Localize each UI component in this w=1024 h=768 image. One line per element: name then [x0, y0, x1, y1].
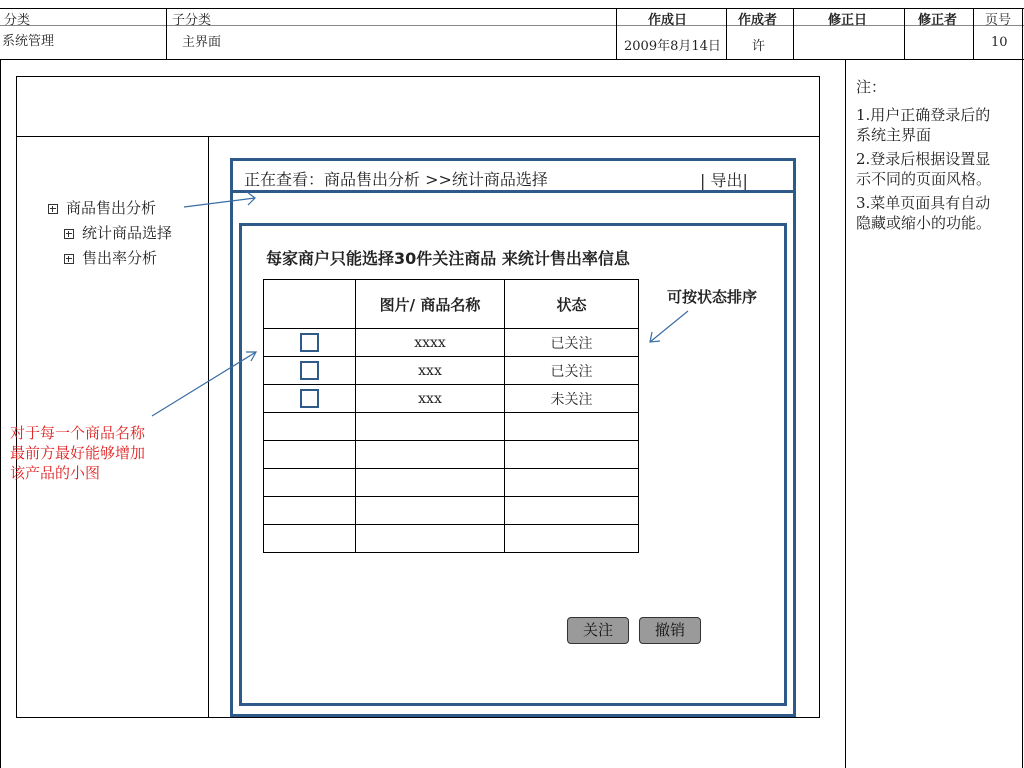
- table-cell-status: 已关注: [505, 357, 639, 385]
- table-row: [264, 329, 639, 357]
- table-cell-name: [356, 525, 505, 553]
- table-cell-name: [356, 497, 505, 525]
- modifier-label: 修正者: [918, 13, 958, 28]
- page-label: 页号: [985, 13, 1012, 28]
- note-line: 隐藏或缩小的功能。: [856, 214, 992, 232]
- table-cell-status: [505, 525, 639, 553]
- author-value: 许: [752, 39, 766, 54]
- sidebar-item-label: 售出率分析: [82, 249, 158, 267]
- table-row: [264, 385, 639, 413]
- expand-icon[interactable]: [48, 204, 58, 214]
- note-line: 1.用户正确登录后的: [856, 106, 991, 124]
- table-cell-select: [264, 469, 356, 497]
- expand-icon[interactable]: [64, 229, 74, 239]
- sidebar-item-label: 统计商品选择: [82, 224, 173, 242]
- table-cell-name: xxx: [356, 385, 505, 413]
- table-cell-select: [264, 497, 356, 525]
- created-date-value: 2009年8月14日: [624, 39, 721, 54]
- selection-instruction: 每家商户只能选择30件关注商品 来统计售出率信息: [266, 249, 630, 268]
- table-cell-status: 已关注: [505, 329, 639, 357]
- mockup-header-divider: [16, 136, 820, 137]
- row-checkbox[interactable]: [300, 361, 319, 380]
- subcategory-label: 子分类: [172, 13, 212, 28]
- table-cell-select: [264, 441, 356, 469]
- notes-panel: [856, 77, 1016, 233]
- table-row: [264, 357, 639, 385]
- export-link[interactable]: | 导出|: [700, 171, 748, 190]
- page-right-border: [1022, 59, 1023, 768]
- table-cell-select: [264, 525, 356, 553]
- table-cell-select: [264, 357, 356, 385]
- table-cell-status: [505, 441, 639, 469]
- expand-icon[interactable]: [64, 254, 74, 264]
- table-cell-name: xxx: [356, 357, 505, 385]
- row-checkbox[interactable]: [300, 389, 319, 408]
- table-cell-status: [505, 469, 639, 497]
- table-cell-name: [356, 469, 505, 497]
- note-item: [856, 105, 1016, 145]
- notes-divider: [845, 59, 846, 768]
- column-header-status[interactable]: 状态: [505, 280, 639, 329]
- category-label: 分类: [4, 13, 31, 28]
- sidebar-item-sell-rate-analysis[interactable]: [64, 247, 157, 268]
- notes-title: 注：: [856, 78, 887, 96]
- author-label: 作成者: [738, 13, 778, 28]
- image-annotation-line: 对于每一个商品名称: [10, 424, 146, 442]
- row-checkbox[interactable]: [300, 333, 319, 352]
- table-cell-status: 未关注: [505, 385, 639, 413]
- note-line: 3.菜单页面具有自动: [856, 194, 991, 212]
- category-value: 系统管理: [2, 34, 55, 49]
- column-header-select: [264, 280, 356, 329]
- sidebar-item-label: 商品售出分析: [66, 199, 157, 217]
- column-header-name[interactable]: 图片/ 商品名称: [356, 280, 505, 329]
- breadcrumb: 正在查看：商品售出分析 >>统计商品选择: [244, 170, 548, 189]
- image-annotation: [10, 423, 145, 483]
- product-table: [263, 279, 639, 553]
- note-line: 2.登录后根据设置显: [856, 150, 991, 168]
- table-cell-name: [356, 413, 505, 441]
- table-row: [264, 413, 639, 441]
- table-header-row: [264, 280, 639, 329]
- table-cell-status: [505, 413, 639, 441]
- cancel-button[interactable]: 撤销: [639, 617, 701, 644]
- modified-date-label: 修正日: [828, 13, 868, 28]
- sidebar-item-sales-analysis[interactable]: [48, 197, 156, 218]
- table-row: [264, 497, 639, 525]
- image-annotation-line: 最前方最好能够增加: [10, 444, 146, 462]
- table-cell-select: [264, 329, 356, 357]
- page-value: 10: [991, 35, 1008, 50]
- page-left-border: [0, 59, 1, 768]
- subcategory-value: 主界面: [182, 35, 222, 50]
- sidebar-item-product-selection[interactable]: [64, 222, 172, 243]
- image-annotation-line: 该产品的小图: [10, 464, 101, 482]
- note-item: [856, 149, 1016, 189]
- table-cell-status: [505, 497, 639, 525]
- table-cell-select: [264, 413, 356, 441]
- sort-annotation: 可按状态排序: [667, 288, 758, 306]
- table-row: [264, 441, 639, 469]
- note-line: 示不同的页面风格。: [856, 170, 992, 188]
- mockup-sidebar-divider: [208, 136, 209, 717]
- table-row: [264, 469, 639, 497]
- table-cell-name: xxxx: [356, 329, 505, 357]
- follow-button[interactable]: 关注: [567, 617, 629, 644]
- created-date-label: 作成日: [648, 13, 688, 28]
- table-row: [264, 525, 639, 553]
- note-line: 系统主界面: [856, 126, 932, 144]
- table-cell-name: [356, 441, 505, 469]
- note-item: [856, 193, 1016, 233]
- table-cell-select: [264, 385, 356, 413]
